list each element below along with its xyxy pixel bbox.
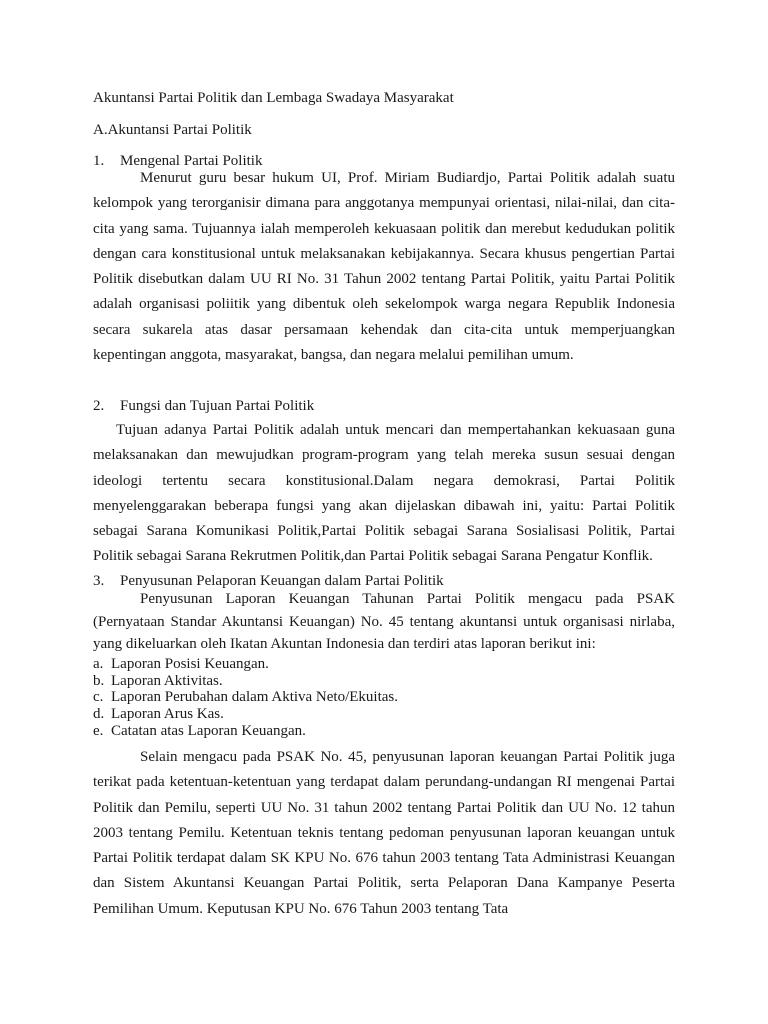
section-1-paragraph: Menurut guru besar hukum UI, Prof. Miriam Budiardjo, Partai Politik adalah suatu kelompok yang terorganisir dimana para anggotanya mempunyai orientasi, nilai-nilai, dan cita-cita yang sama. Tujuannya ialah memperoleh kekuasaan politik dan merebut kedudukan politik dengan cara konstitusional untuk melaksanakan kebijakannya. Secara khusus pengertian Partai Politik disebutkan dalam UU RI No. 31 Tahun 2002 tentang Partai Politik, yaitu Partai Politik adalah organisasi poliitik yang dibentuk oleh sekelompok warga negara Republik Indonesia secara sukarela atas dasar persamaan kehendak dan cita-cita untuk memperjuangkan kepentingan anggota, masyarakat, bangsa, dan negara melalui pemilihan umum. <box>93 170 675 364</box>
section-3-paragraph: Penyusunan Laporan Keuangan Tahunan Partai Politik mengacu pada PSAK (Pernyataan Standar Akuntansi Keuangan) No. 45 tentang akuntansi untuk organisasi nirlaba, yang dikeluarkan oleh Ikatan Akuntan Indonesia dan terdiri atas laporan berikut ini: <box>93 591 675 652</box>
section-2-heading <box>93 396 314 416</box>
section-2-title: Fungsi dan Tujuan Partai Politik <box>120 398 315 414</box>
list-item: c. Laporan Perubahan dalam Aktiva Neto/Ekuitas. <box>93 689 398 706</box>
section-2-number: 2. <box>93 398 105 414</box>
section-2-paragraph: Tujuan adanya Partai Politik adalah untuk mencari dan mempertahankan kekuasaan guna melaksanakan dan mewujudkan program-program yang telah mereka susun sesuai dengan ideologi tertentu secara konstitusional.Dalam negara demokrasi, Partai Politik menyelenggarakan beberapa fungsi yang akan dijelaskan dibawah ini, yaitu: Partai Politik sebagai Sarana Komunikasi Politik,Partai Politik sebagai Sarana Sosialisasi Politik, Partai Politik sebagai Sarana Rekrutmen Politik,dan Partai Politik sebagai Sarana Pengatur Konflik. <box>93 422 675 565</box>
list-item: a. Laporan Posisi Keuangan. <box>93 656 269 672</box>
list-item: e. Catatan atas Laporan Keuangan. <box>93 722 306 739</box>
list-item: d. Laporan Arus Kas. <box>93 706 224 723</box>
list-item: b. Laporan Aktivitas. <box>93 672 223 689</box>
section-a-heading: A.Akuntansi Partai Politik <box>93 122 252 138</box>
report-list <box>93 656 398 740</box>
section-1-number: 1. <box>93 153 105 169</box>
document-title: Akuntansi Partai Politik dan Lembaga Swadaya Masyarakat <box>93 90 454 106</box>
section-1-title: Mengenal Partai Politik <box>120 153 263 169</box>
section-3-number: 3. <box>93 573 105 589</box>
section-3-paragraph-2: Selain mengacu pada PSAK No. 45, penyusunan laporan keuangan Partai Politik juga terikat pada ketentuan-ketentuan yang terdapat dalam perundang-undangan RI mengenai Partai Politik dan Pemilu, seperti UU No. 31 tahun 2002 tentang Partai Politik dan UU No. 12 tahun 2003 tentang Pemilu. Ketentuan teknis tentang pedoman penyusunan laporan keuangan untuk Partai Politik terdapat dalam SK KPU No. 676 tahun 2003 tentang Tata Administrasi Keuangan dan Sistem Akuntansi Keuangan Partai Politik, serta Pelaporan Dana Kampanye Peserta Pemilihan Umum. Keputusan KPU No. 676 Tahun 2003 tentang Tata <box>93 749 675 917</box>
section-3-title: Penyusunan Pelaporan Keuangan dalam Partai Politik <box>120 573 444 589</box>
